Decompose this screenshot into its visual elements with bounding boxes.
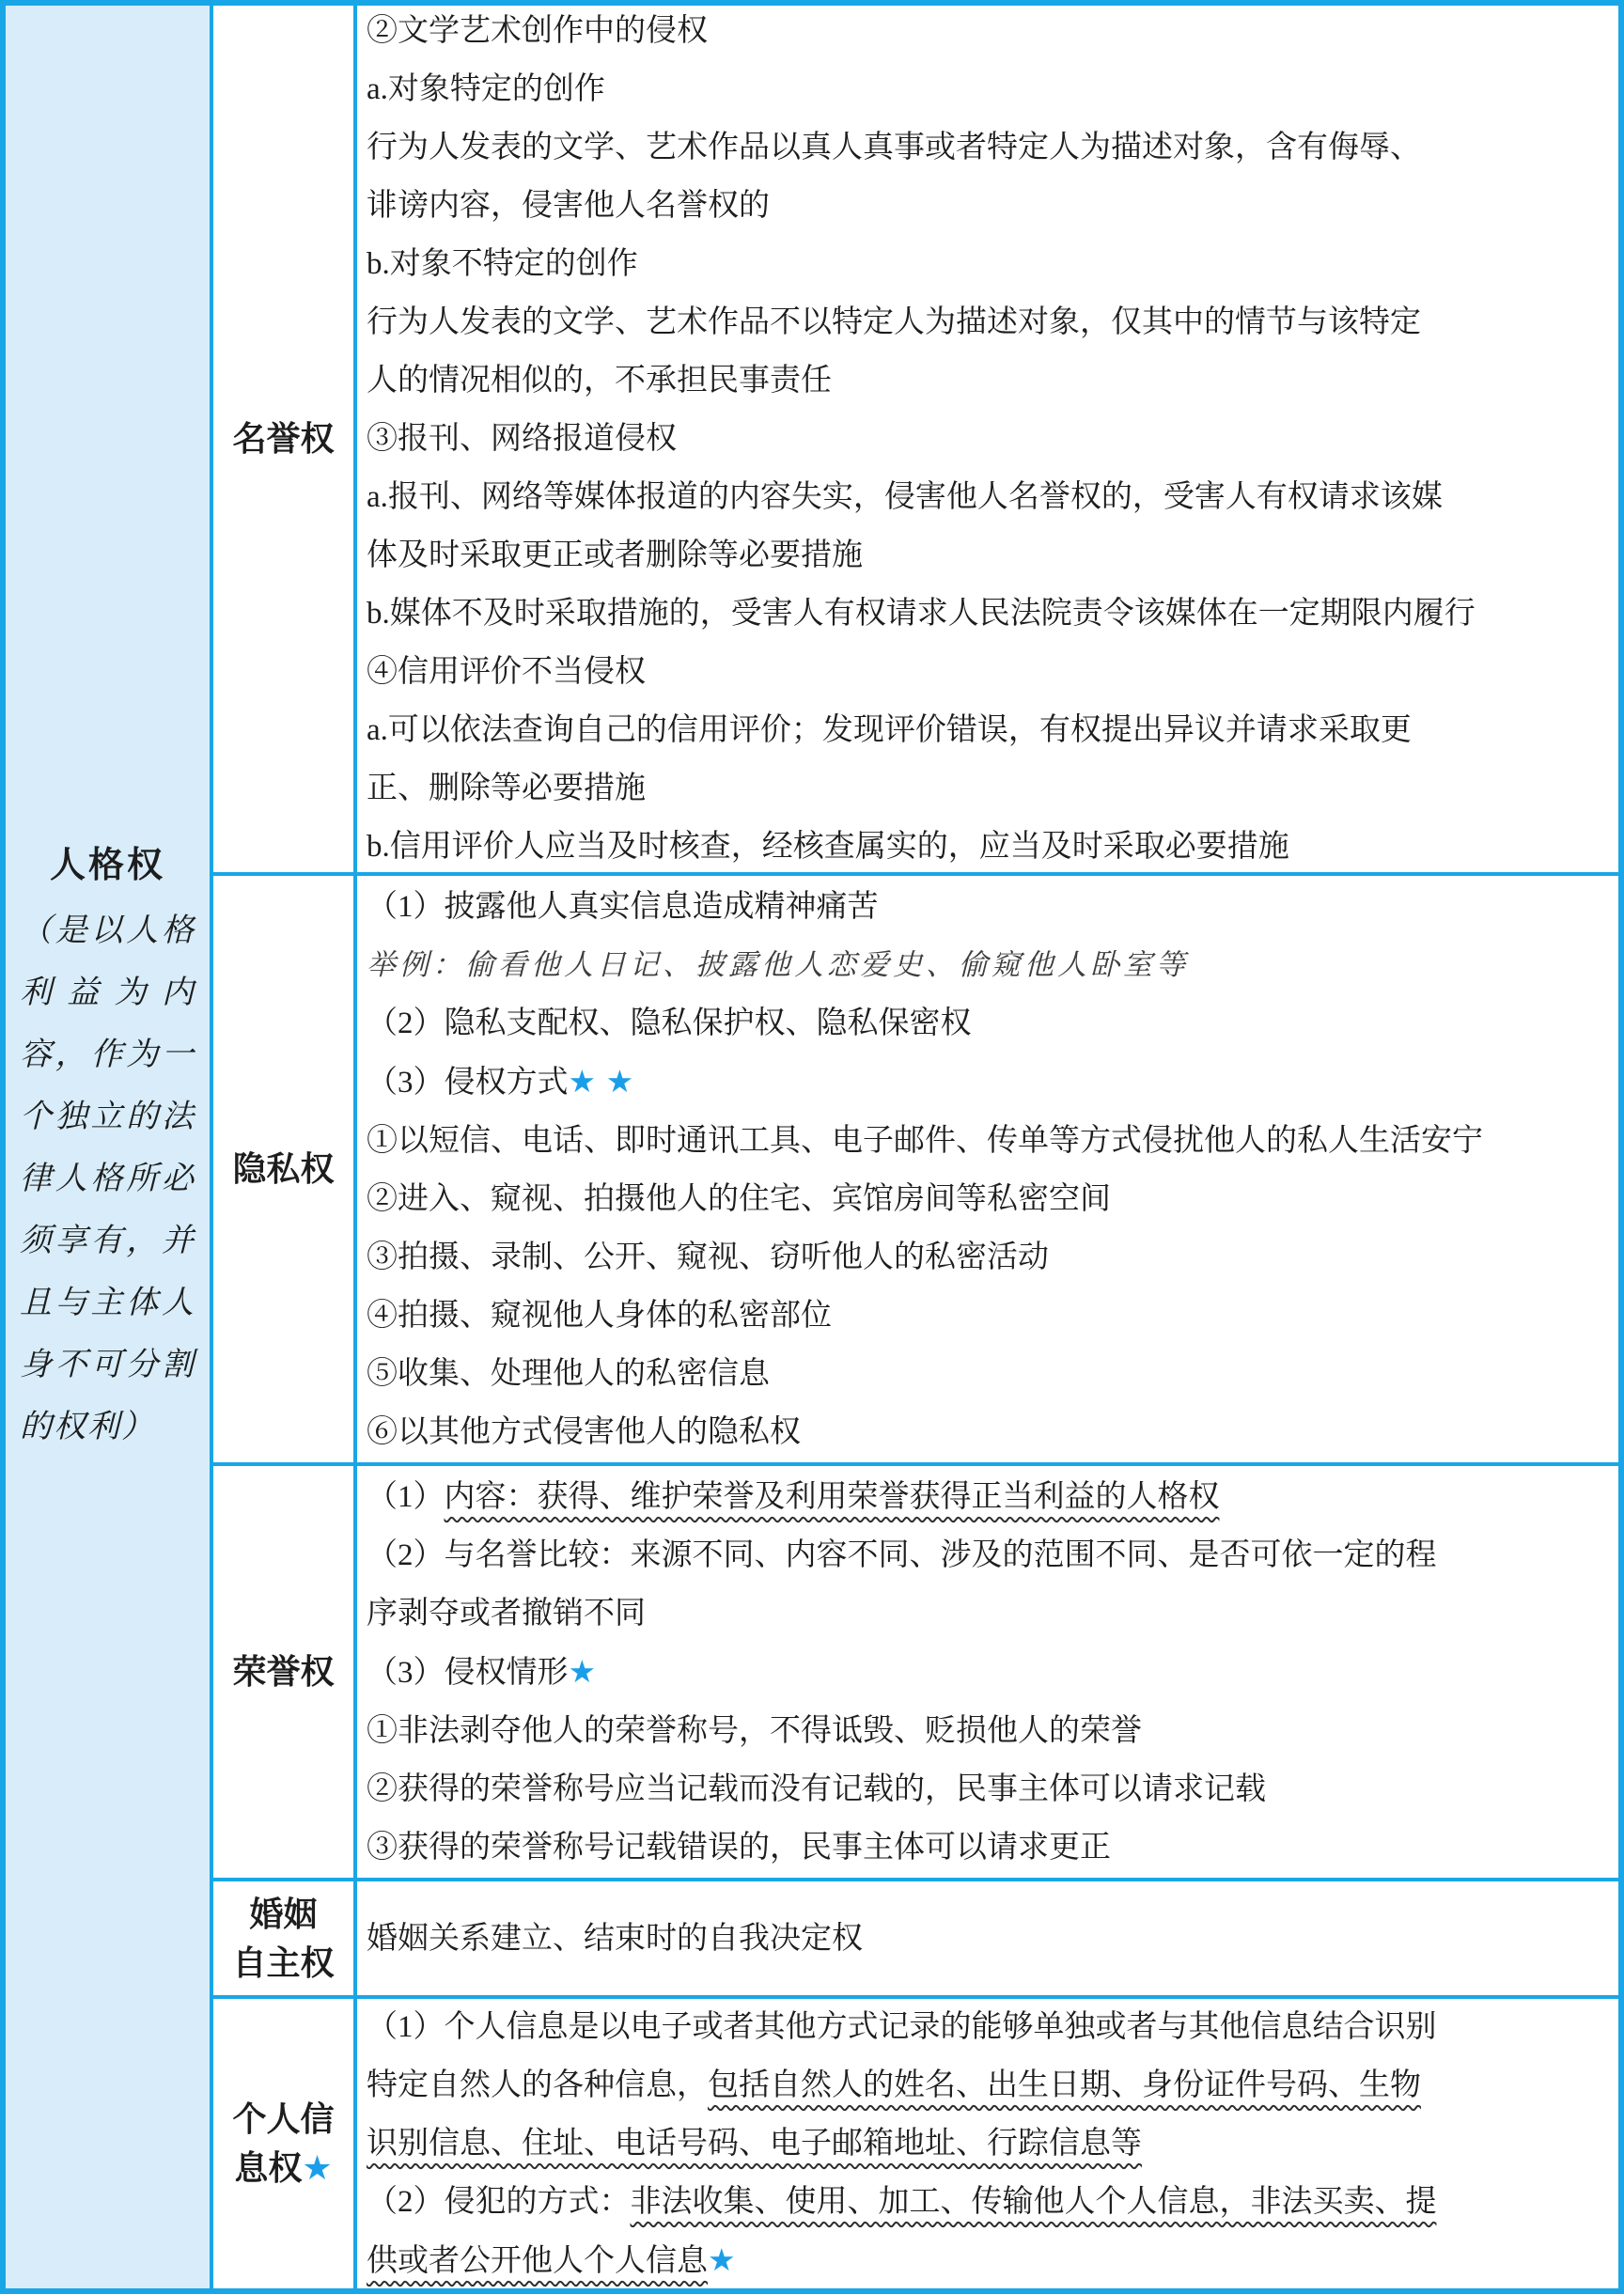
content-line	[367, 293, 1601, 351]
text-segment: 内容：获得、维护荣誉及利用荣誉获得正当利益的人格权	[444, 1479, 1220, 1514]
text-segment: ③拍摄、录制、公开、窥视、窃听他人的私密活动	[367, 1240, 1049, 1274]
content-line	[367, 235, 1601, 293]
row-content	[357, 876, 1618, 1462]
content-line	[367, 1403, 1601, 1461]
content-line	[367, 1053, 1601, 1112]
table-row	[213, 1881, 1618, 1999]
text-segment: 自主权	[232, 1943, 335, 1982]
content-line	[367, 2173, 1601, 2231]
content-line	[367, 2231, 1601, 2289]
content-line	[367, 1468, 1601, 1526]
text-segment: a.对象特定的创作	[367, 72, 605, 106]
text-segment: 人的情况相似的，不承担民事责任	[367, 364, 832, 398]
text-segment: 个人信	[232, 2099, 335, 2138]
text-segment: ①以短信、电话、即时通讯工具、电子邮件、传单等方式侵扰他人的私人生活安宁	[367, 1123, 1483, 1158]
row-label	[213, 1881, 357, 1995]
star-icon: ★	[568, 1652, 597, 1690]
content-line	[367, 1584, 1601, 1643]
row-content	[357, 1466, 1618, 1878]
content-line	[367, 994, 1601, 1053]
text-segment: a.报刊、网络等媒体报道的内容失实，侵害他人名誉权的，受害人有权请求该媒	[367, 480, 1443, 514]
content-line	[367, 585, 1601, 643]
text-segment: ⑤收集、处理他人的私密信息	[367, 1356, 770, 1391]
text-segment: a.可以依法查询自己的信用评价；发现评价错误，有权提出异议并请求采取更	[367, 713, 1412, 747]
text-segment: 婚姻	[249, 1894, 318, 1933]
content-line	[367, 2115, 1601, 2173]
content-line	[367, 936, 1601, 994]
text-segment: b.媒体不及时采取措施的，受害人有权请求人民法院责令该媒体在一定期限内履行	[367, 597, 1476, 631]
content-line	[367, 1910, 1601, 1968]
content-line	[367, 1287, 1601, 1345]
text-segment: 荣誉权	[232, 1652, 335, 1691]
star-icon: ★ ★	[568, 1062, 634, 1100]
content-line	[367, 118, 1601, 177]
text-segment: 特定自然人的各种信息，	[367, 2068, 708, 2102]
row-label-line	[232, 1145, 334, 1194]
text-segment: （2）侵犯的方式：	[367, 2184, 631, 2219]
rows-container	[213, 6, 1618, 2288]
content-line	[367, 1170, 1601, 1228]
text-segment: 非法收集、使用、加工、传输他人个人信息，非法买卖、提	[630, 2184, 1437, 2219]
row-label	[213, 1466, 357, 1878]
row-label-line	[232, 414, 334, 463]
text-segment: （2）与名誉比较：来源不同、内容不同、涉及的范围不同、是否可依一定的程	[367, 1537, 1437, 1572]
text-segment: b.信用评价人应当及时核查，经核查属实的，应当及时采取必要措施	[367, 830, 1289, 864]
personality-right-description: （是以人格利益为内容，作为一个独立的法律人格所必须享有，并且与主体人身不可分割的权利）	[20, 913, 195, 1444]
text-segment: （1）	[367, 1479, 445, 1514]
text-segment: 诽谤内容，侵害他人名誉权的	[367, 189, 770, 223]
content-line	[367, 1760, 1601, 1818]
text-segment: 包括自然人的姓名、出生日期、身份证件号码、生物	[708, 2068, 1421, 2102]
table-row	[213, 6, 1618, 876]
row-label	[213, 876, 357, 1462]
text-segment: 行为人发表的文学、艺术作品以真人真事或者特定人为描述对象，含有侮辱、	[367, 131, 1421, 164]
content-line	[367, 643, 1601, 701]
content-line	[367, 60, 1601, 118]
content-line	[367, 2056, 1601, 2115]
text-segment: ②进入、窥视、拍摄他人的住宅、宾馆房间等私密空间	[367, 1181, 1111, 1216]
content-line	[367, 1112, 1601, 1170]
text-segment: （1）个人信息是以电子或者其他方式记录的能够单独或者与其他信息结合识别	[367, 2009, 1437, 2044]
text-segment: 举例：偷看他人日记、披露他人恋爱史、偷窥他人卧室等	[367, 947, 1189, 981]
text-segment: ③获得的荣誉称号记载错误的，民事主体可以请求更正	[367, 1830, 1111, 1865]
text-segment: 息权	[234, 2147, 303, 2187]
text-segment: 行为人发表的文学、艺术作品不以特定人为描述对象，仅其中的情节与该特定	[367, 305, 1421, 339]
content-line	[367, 1526, 1601, 1584]
text-segment: 婚姻关系建立、结束时的自我决定权	[367, 1921, 863, 1956]
content-line	[367, 1345, 1601, 1403]
content-line	[367, 818, 1601, 872]
text-segment: ④拍摄、窥视他人身体的私密部位	[367, 1298, 832, 1333]
row-label	[213, 1999, 357, 2288]
row-label-line	[234, 2144, 332, 2193]
table-row	[213, 1466, 1618, 1881]
text-segment: 识别信息、住址、电话号码、电子邮箱地址、行踪信息等	[367, 2126, 1142, 2161]
text-segment: 名誉权	[232, 419, 335, 458]
text-segment: 供或者公开他人个人信息	[367, 2243, 708, 2278]
text-segment: （2）隐私支配权、隐私保护权、隐私保密权	[367, 1006, 972, 1040]
content-line	[367, 759, 1601, 818]
table-row	[213, 876, 1618, 1466]
text-segment: 体及时采取更正或者删除等必要措施	[367, 538, 863, 572]
text-segment: 序剥夺或者撤销不同	[367, 1596, 646, 1631]
content-line	[367, 878, 1601, 936]
row-label-line	[232, 1647, 334, 1696]
content-line	[367, 1228, 1601, 1287]
text-segment: ②文学艺术创作中的侵权	[367, 14, 708, 48]
row-label-line	[249, 1890, 317, 1939]
text-segment: ②获得的荣誉称号应当记载而没有记载的，民事主体可以请求记载	[367, 1771, 1266, 1806]
text-segment: b.对象不特定的创作	[367, 247, 638, 281]
star-icon: ★	[708, 2240, 736, 2278]
text-segment: ③报刊、网络报道侵权	[367, 422, 677, 456]
content-line	[367, 410, 1601, 468]
row-label-line	[232, 1939, 334, 1988]
table-row	[213, 1999, 1618, 2288]
text-segment: ①非法剥夺他人的荣誉称号，不得诋毁、贬损他人的荣誉	[367, 1713, 1142, 1748]
row-label	[213, 6, 357, 872]
content-line	[367, 351, 1601, 410]
text-segment: 隐私权	[232, 1149, 335, 1188]
text-segment: 正、删除等必要措施	[367, 772, 646, 805]
text-segment: （3）侵权情形	[367, 1655, 569, 1690]
content-line	[367, 468, 1601, 526]
content-line	[367, 1643, 1601, 1702]
row-content	[357, 1881, 1618, 1995]
content-line	[367, 177, 1601, 235]
row-content	[357, 1999, 1618, 2288]
text-segment: （3）侵权方式	[367, 1065, 569, 1100]
personality-right-column	[6, 6, 213, 2288]
content-line	[367, 1818, 1601, 1877]
text-segment: ④信用评价不当侵权	[367, 655, 646, 689]
content-line	[367, 1999, 1601, 2056]
content-line	[367, 526, 1601, 585]
star-icon: ★	[302, 2148, 333, 2188]
content-line	[367, 1702, 1601, 1760]
row-label-line	[232, 2095, 334, 2144]
personality-right-title: 人格权	[49, 846, 165, 885]
content-line	[367, 701, 1601, 759]
content-line	[367, 6, 1601, 60]
row-content	[357, 6, 1618, 872]
text-segment: ⑥以其他方式侵害他人的隐私权	[367, 1414, 801, 1449]
text-segment: （1）披露他人真实信息造成精神痛苦	[367, 889, 879, 924]
